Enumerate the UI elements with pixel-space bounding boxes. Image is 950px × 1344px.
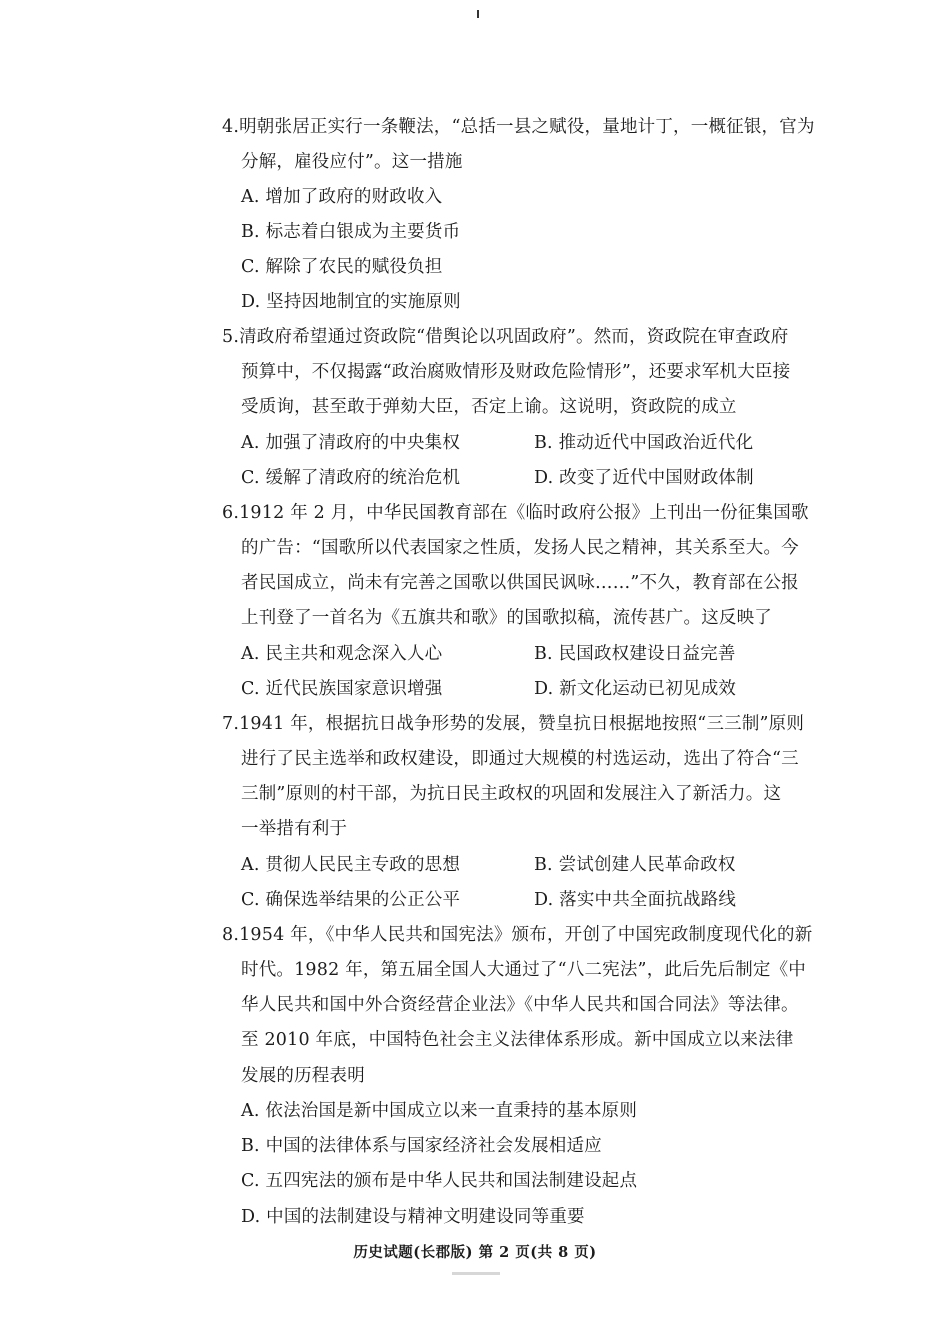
q6-stem-line4: 上刊登了一首名为《五旗共和歌》的国歌拟稿，流传甚广。这反映了 bbox=[241, 608, 772, 628]
q8-option-d: D. 中国的法制建设与精神文明建设同等重要 bbox=[241, 1207, 585, 1227]
q4-stem-line2: 分解，雇役应付”。这一措施 bbox=[241, 152, 463, 172]
q5-stem-line2: 预算中，不仅揭露“政治腐败情形及财政危险情形”，还要求军机大臣接 bbox=[241, 362, 791, 382]
q6-option-a: A. 民主共和观念深入人心 bbox=[241, 644, 443, 664]
q4-option-c: C. 解除了农民的赋役负担 bbox=[241, 257, 443, 277]
q7-option-a: A. 贯彻人民民主专政的思想 bbox=[241, 855, 461, 875]
q6-stem-line2: 的广告：“国歌所以代表国家之性质，发扬人民之精神，其关系至大。今 bbox=[241, 538, 799, 558]
q7-option-d: D. 落实中共全面抗战路线 bbox=[534, 890, 737, 910]
q5-stem-line3: 受质询，甚至敢于弹劾大臣，否定上谕。这说明，资政院的成立 bbox=[241, 397, 737, 417]
q8-option-b: B. 中国的法律体系与国家经济社会发展相适应 bbox=[241, 1136, 602, 1156]
top-mark bbox=[477, 10, 479, 18]
q8-option-a: A. 依法治国是新中国成立以来一直秉持的基本原则 bbox=[241, 1101, 638, 1121]
q7-stem-line3: 三制”原则的村干部，为抗日民主政权的巩固和发展注入了新活力。这 bbox=[241, 784, 782, 804]
q7-option-b: B. 尝试创建人民革命政权 bbox=[534, 855, 736, 875]
q7-option-c: C. 确保选举结果的公正公平 bbox=[241, 890, 461, 910]
page-footer: 历史试题(长郡版) 第 2 页(共 8 页) bbox=[353, 1244, 597, 1261]
q6-stem-line3: 者民国成立，尚未有完善之国歌以供国民讽咏……”不久，教育部在公报 bbox=[241, 573, 799, 593]
q8-stem-line1: 8.1954 年，《中华人民共和国宪法》颁布，开创了中国宪政制度现代化的新 bbox=[222, 925, 813, 945]
scan-smudge bbox=[452, 1272, 500, 1275]
q8-stem-line5: 发展的历程表明 bbox=[241, 1066, 365, 1086]
q5-option-d: D. 改变了近代中国财政体制 bbox=[534, 468, 754, 488]
q7-stem-line1: 7.1941 年，根据抗日战争形势的发展，赞皇抗日根据地按照“三三制”原则 bbox=[222, 714, 805, 734]
q8-stem-line3: 华人民共和国中外合资经营企业法》《中华人民共和国合同法》等法律。 bbox=[241, 995, 799, 1015]
q5-option-a: A. 加强了清政府的中央集权 bbox=[241, 433, 461, 453]
q8-stem-line2: 时代。1982 年，第五届全国人大通过了“八二宪法”，此后先后制定《中 bbox=[241, 960, 806, 980]
q6-option-b: B. 民国政权建设日益完善 bbox=[534, 644, 736, 664]
q7-stem-line2: 进行了民主选举和政权建设，即通过大规模的村选运动，选出了符合“三 bbox=[241, 749, 799, 769]
q6-option-d: D. 新文化运动已初见成效 bbox=[534, 679, 737, 699]
q6-stem-line1: 6.1912 年 2 月，中华民国教育部在《临时政府公报》上刊出一份征集国歌 bbox=[222, 503, 809, 523]
q5-option-b: B. 推动近代中国政治近代化 bbox=[534, 433, 754, 453]
q7-stem-line4: 一举措有利于 bbox=[241, 819, 348, 839]
q6-option-c: C. 近代民族国家意识增强 bbox=[241, 679, 443, 699]
q4-option-d: D. 坚持因地制宜的实施原则 bbox=[241, 292, 461, 312]
q8-stem-line4: 至 2010 年底，中国特色社会主义法律体系形成。新中国成立以来法律 bbox=[241, 1030, 794, 1050]
q5-option-c: C. 缓解了清政府的统治危机 bbox=[241, 468, 461, 488]
q4-option-b: B. 标志着白银成为主要货币 bbox=[241, 222, 461, 242]
q5-stem-line1: 5.清政府希望通过资政院“借舆论以巩固政府”。然而，资政院在审查政府 bbox=[222, 327, 789, 347]
q4-stem-line1: 4.明朝张居正实行一条鞭法，“总括一县之赋役，量地计丁，一概征银，官为 bbox=[222, 117, 815, 137]
q8-option-c: C. 五四宪法的颁布是中华人民共和国法制建设起点 bbox=[241, 1171, 638, 1191]
q4-option-a: A. 增加了政府的财政收入 bbox=[241, 187, 443, 207]
